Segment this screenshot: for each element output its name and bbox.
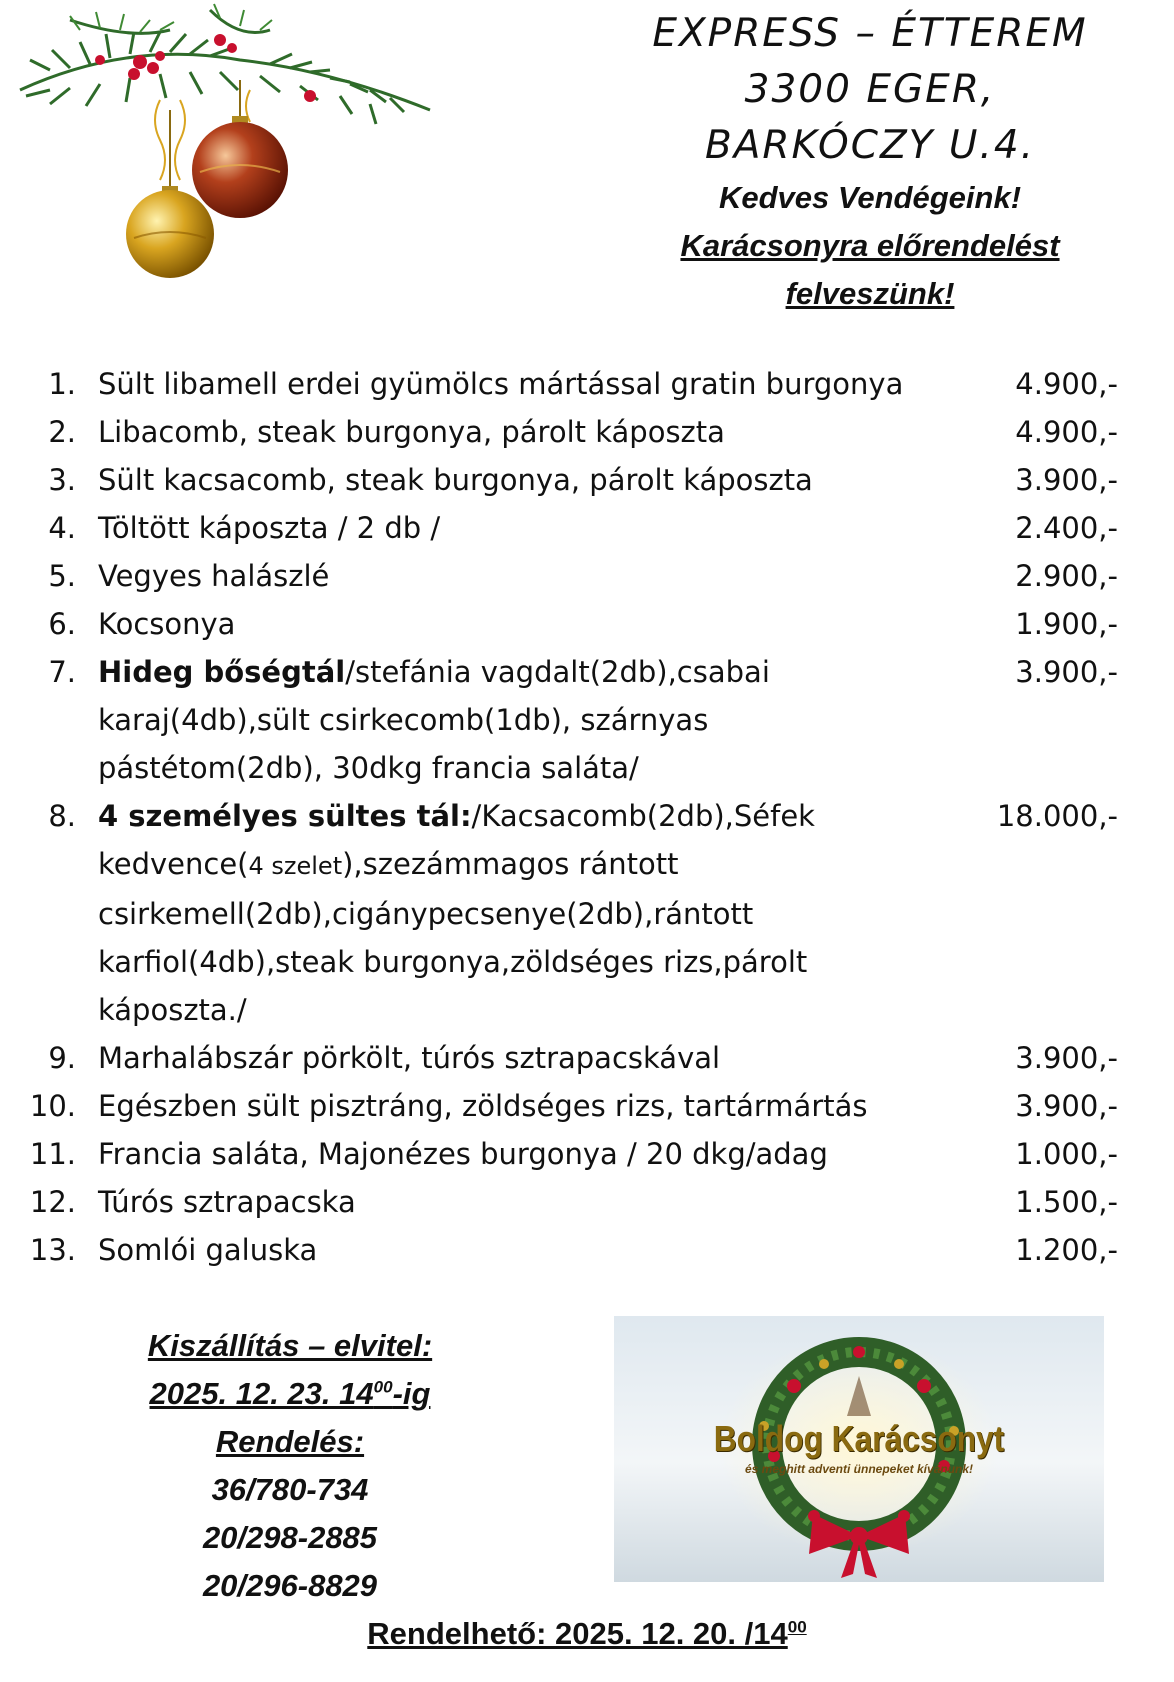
menu-item bbox=[10, 648, 1130, 792]
restaurant-header bbox=[590, 6, 1150, 318]
wreath-subtitle: és meghitt adventi ünnepeket kívánunk! bbox=[744, 1462, 974, 1476]
preorder-notice-line2: felveszünk! bbox=[785, 276, 955, 311]
item-price: 4.900,- bbox=[1015, 415, 1118, 449]
item-number: 11. bbox=[29, 1137, 76, 1171]
phone-number-3: 20/296-8829 bbox=[202, 1568, 378, 1603]
item-detail-line2b: 4 szelet bbox=[248, 852, 343, 880]
menu-item bbox=[10, 1034, 1130, 1082]
restaurant-street: BARKÓCZY U.4. bbox=[704, 123, 1036, 168]
item-number: 1. bbox=[48, 367, 76, 401]
item-description: Vegyes halászlé bbox=[98, 559, 330, 593]
delivery-date: 2025. 12. 23. 14 bbox=[149, 1376, 374, 1411]
item-detail-line5: káposzta./ bbox=[98, 993, 247, 1027]
item-description: Francia saláta, Majonézes burgonya / 20 dkg/adag bbox=[98, 1137, 828, 1171]
item-description: Sült libamell erdei gyümölcs mártással gratin burgonya bbox=[98, 367, 904, 401]
menu-item bbox=[10, 456, 1130, 504]
restaurant-name: EXPRESS – ÉTTEREM bbox=[652, 11, 1088, 56]
item-description: Kocsonya bbox=[98, 607, 236, 641]
item-detail-line4: karfiol(4db),steak burgonya,zöldséges rizs,párolt bbox=[98, 945, 808, 979]
item-number: 5. bbox=[48, 559, 76, 593]
item-title: 4 személyes sültes tál: bbox=[98, 799, 472, 833]
item-price: 1.200,- bbox=[1015, 1233, 1118, 1267]
item-number: 4. bbox=[48, 511, 76, 545]
item-number: 10. bbox=[29, 1089, 76, 1123]
item-description: Sült kacsacomb, steak burgonya, párolt káposzta bbox=[98, 463, 813, 497]
item-number: 2. bbox=[48, 415, 76, 449]
item-description bbox=[98, 648, 968, 792]
item-detail-line2c: ),szezámmagos rántott bbox=[342, 847, 679, 881]
contact-block bbox=[90, 1322, 490, 1610]
item-description: Libacomb, steak burgonya, párolt káposzta bbox=[98, 415, 725, 449]
menu-item bbox=[10, 408, 1130, 456]
phone-number-2: 20/298-2885 bbox=[202, 1520, 378, 1555]
item-price: 4.900,- bbox=[1015, 367, 1118, 401]
delivery-deadline bbox=[90, 1370, 490, 1418]
menu-list bbox=[10, 360, 1130, 1274]
menu-item bbox=[10, 1130, 1130, 1178]
item-number: 12. bbox=[29, 1185, 76, 1219]
item-number: 9. bbox=[48, 1041, 76, 1075]
item-title: Hideg bőségtál bbox=[98, 655, 346, 689]
delivery-time-sup: 00 bbox=[373, 1377, 393, 1397]
item-detail-line1: /Kacsacomb(2db),Séfek bbox=[471, 799, 815, 833]
item-price: 2.400,- bbox=[1015, 511, 1118, 545]
greeting: Kedves Vendégeink! bbox=[718, 180, 1022, 215]
item-number: 3. bbox=[48, 463, 76, 497]
christmas-ornament-decoration bbox=[10, 0, 440, 300]
item-price: 3.900,- bbox=[1015, 1089, 1118, 1123]
menu-item bbox=[10, 360, 1130, 408]
phone-number-1: 36/780-734 bbox=[211, 1472, 369, 1507]
item-price: 3.900,- bbox=[1015, 655, 1118, 689]
item-description: Marhalábszár pörkölt, túrós sztrapacskával bbox=[98, 1041, 721, 1075]
item-price: 3.900,- bbox=[1015, 463, 1118, 497]
item-detail-line1: /stefánia vagdalt(2db),csabai bbox=[345, 655, 770, 689]
item-price: 1.500,- bbox=[1015, 1185, 1118, 1219]
item-description: Túrós sztrapacska bbox=[98, 1185, 356, 1219]
item-price: 3.900,- bbox=[1015, 1041, 1118, 1075]
item-price: 1.000,- bbox=[1015, 1137, 1118, 1171]
menu-item bbox=[10, 504, 1130, 552]
item-number: 7. bbox=[48, 655, 76, 689]
order-deadline-sup: 00 bbox=[787, 1617, 807, 1637]
item-price: 2.900,- bbox=[1015, 559, 1118, 593]
item-detail-line2a: kedvence( bbox=[98, 847, 249, 881]
item-description: Töltött káposzta / 2 db / bbox=[98, 511, 441, 545]
item-number: 13. bbox=[29, 1233, 76, 1267]
item-detail-line3: csirkemell(2db),cigánypecsenye(2db),rántott bbox=[98, 897, 754, 931]
item-number: 6. bbox=[48, 607, 76, 641]
item-price: 1.900,- bbox=[1015, 607, 1118, 641]
item-price: 18.000,- bbox=[996, 799, 1118, 833]
menu-item bbox=[10, 1082, 1130, 1130]
preorder-notice-line1: Karácsonyra előrendelést bbox=[680, 228, 1060, 263]
item-description bbox=[98, 792, 968, 1034]
item-detail-line3: pástétom(2db), 30dkg francia saláta/ bbox=[98, 751, 639, 785]
order-deadline-footer bbox=[0, 1610, 1174, 1658]
item-number: 8. bbox=[48, 799, 76, 833]
delivery-title: Kiszállítás – elvitel: bbox=[147, 1328, 433, 1363]
order-deadline-text: Rendelhető: 2025. 12. 20. /14 bbox=[367, 1616, 788, 1651]
item-detail-line2: karaj(4db),sült csirkecomb(1db), szárnyas bbox=[98, 703, 709, 737]
menu-item bbox=[10, 1178, 1130, 1226]
item-description: Egészben sült pisztráng, zöldséges rizs, tartármártás bbox=[98, 1089, 868, 1123]
menu-item bbox=[10, 792, 1130, 1034]
menu-item bbox=[10, 1226, 1130, 1274]
restaurant-city: 3300 EGER, bbox=[744, 67, 996, 112]
order-title: Rendelés: bbox=[215, 1424, 365, 1459]
wreath-title: Boldog Karácsonyt bbox=[713, 1418, 1005, 1459]
item-description: Somlói galuska bbox=[98, 1233, 318, 1267]
menu-item bbox=[10, 552, 1130, 600]
delivery-suffix: -ig bbox=[392, 1376, 431, 1411]
menu-item bbox=[10, 600, 1130, 648]
